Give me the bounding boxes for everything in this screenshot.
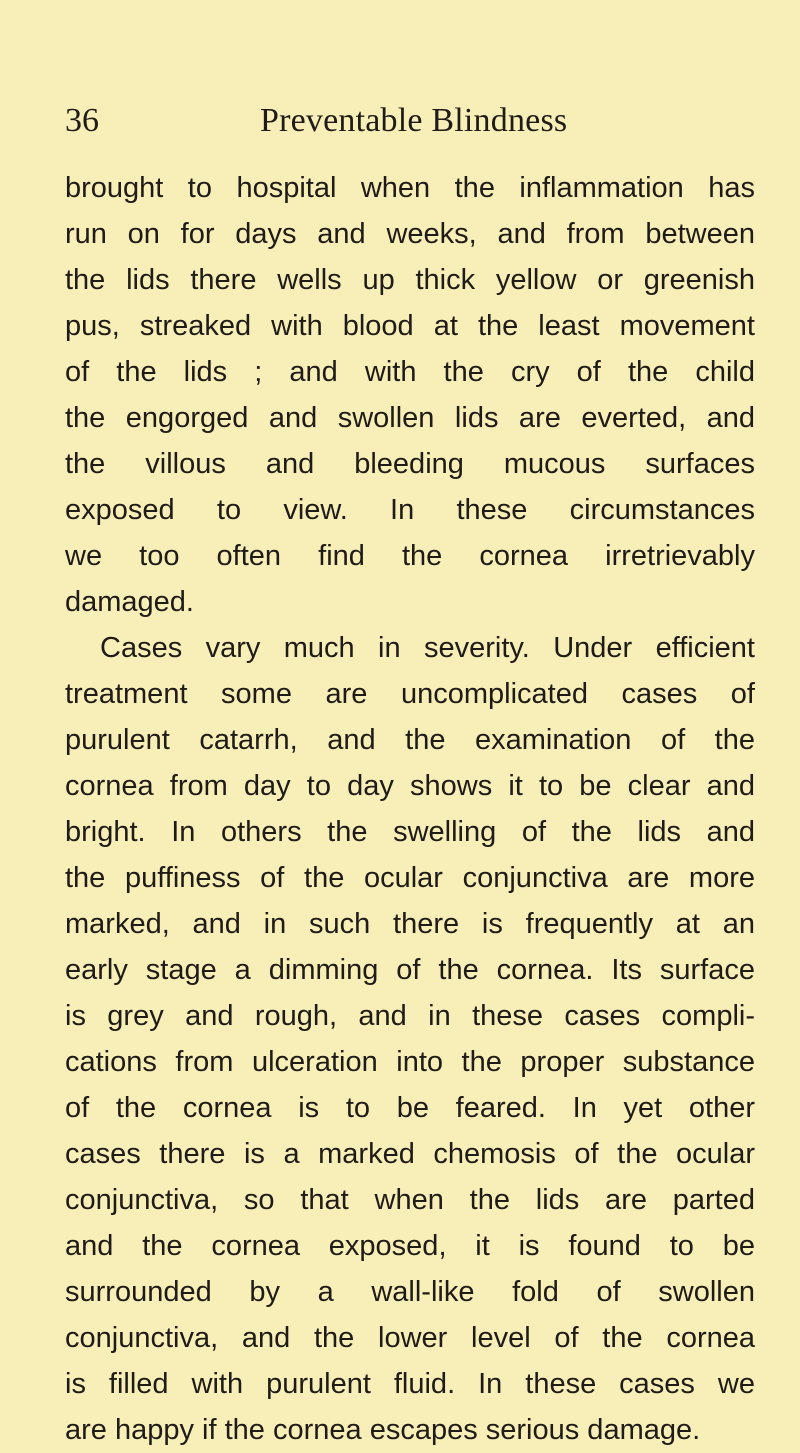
text-line: the engorged and swollen lids are everted, and — [65, 402, 755, 434]
text-line: surrounded by a wall-like fold of swollen — [65, 1276, 755, 1308]
text-line: the lids there wells up thick yellow or greenish — [65, 264, 755, 296]
text-line: purulent catarrh, and the examination of the — [65, 724, 755, 756]
body-text — [65, 165, 755, 1453]
text-line: conjunctiva, and the lower level of the cornea — [65, 1322, 755, 1354]
text-line: run on for days and weeks, and from between — [65, 218, 755, 250]
paragraph-start-line: Cases vary much in severity. Under efficient — [100, 632, 755, 664]
text-line: cases there is a marked chemosis of the ocular — [65, 1138, 755, 1170]
running-head-title: Preventable Blindness — [260, 102, 568, 139]
text-line: is grey and rough, and in these cases compli- — [65, 1000, 755, 1032]
page-header — [65, 98, 735, 158]
text-line: of the cornea is to be feared. In yet other — [65, 1092, 755, 1124]
text-line: cations from ulceration into the proper substance — [65, 1046, 755, 1078]
text-line: we too often find the cornea irretrievably — [65, 540, 755, 572]
text-line: treatment some are uncomplicated cases of — [65, 678, 755, 710]
text-line: and the cornea exposed, it is found to be — [65, 1230, 755, 1262]
text-line: marked, and in such there is frequently at an — [65, 908, 755, 940]
text-line: the puffiness of the ocular conjunctiva are more — [65, 862, 755, 894]
text-line: pus, streaked with blood at the least movement — [65, 310, 755, 342]
text-line: brought to hospital when the inflammation has — [65, 172, 755, 204]
text-line: cornea from day to day shows it to be clear and — [65, 770, 755, 802]
text-line: is filled with purulent fluid. In these cases we — [65, 1368, 755, 1400]
text-line: damaged. — [65, 586, 194, 618]
text-line: of the lids ; and with the cry of the child — [65, 356, 755, 388]
text-line: are happy if the cornea escapes serious damage. — [65, 1414, 701, 1446]
text-line: exposed to view. In these circumstances — [65, 494, 755, 526]
page-number: 36 — [65, 102, 99, 139]
text-line: bright. In others the swelling of the lids and — [65, 816, 755, 848]
text-line: conjunctiva, so that when the lids are parted — [65, 1184, 755, 1216]
text-line: the villous and bleeding mucous surfaces — [65, 448, 755, 480]
text-line: early stage a dimming of the cornea. Its surface — [65, 954, 755, 986]
